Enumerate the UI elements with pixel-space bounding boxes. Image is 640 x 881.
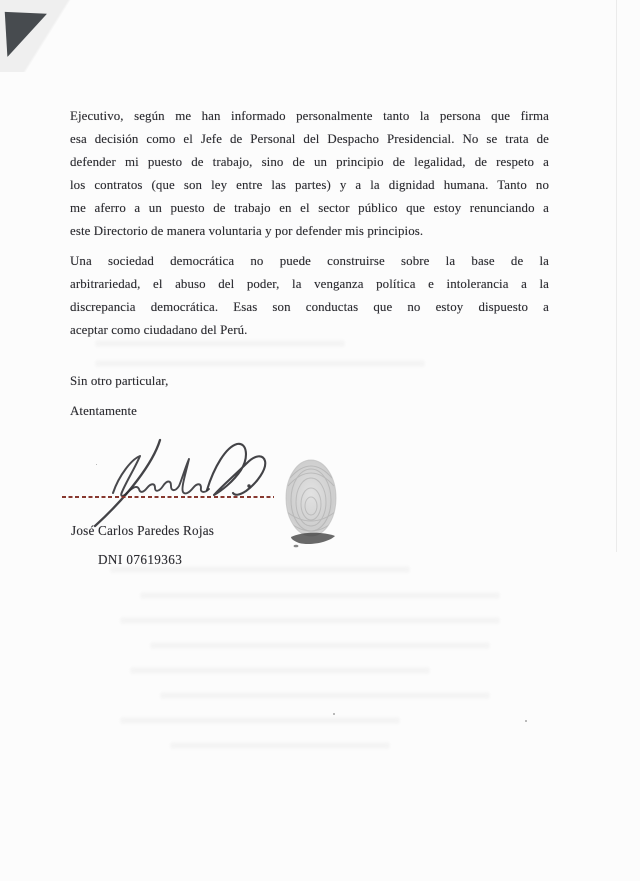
paragraph-line: esa decisión como el Jefe de Personal del Despacho Presidencial. No se trata de xyxy=(70,132,549,146)
ghost-line xyxy=(170,742,390,749)
ghost-line xyxy=(160,692,490,699)
dust-speck xyxy=(525,720,527,722)
paragraph-line: aceptar como ciudadano del Perú. xyxy=(70,323,248,337)
closing-line: Sin otro particular, xyxy=(70,374,169,388)
body-paragraph-1 xyxy=(70,105,549,243)
ghost-line xyxy=(140,592,500,599)
paragraph-line: los contratos (que son ley entre las partes) y a la dignidad humana. Tanto no xyxy=(70,178,549,192)
paragraph-line: Una sociedad democrática no puede construirse sobre la base de la xyxy=(70,254,549,268)
page-edge-line xyxy=(616,0,617,552)
paragraph-line: defender mi puesto de trabajo, sino de un principio de legalidad, de respeto a xyxy=(70,155,549,169)
ghost-line xyxy=(120,717,400,724)
dust-speck xyxy=(96,464,97,465)
ghost-line xyxy=(95,360,425,367)
fingerprint-graphic xyxy=(281,456,345,556)
paragraph-line: discrepancia democrática. Esas son conductas que no estoy dispuesto a xyxy=(70,300,549,314)
body-paragraph-2 xyxy=(70,250,549,342)
signatory-name: José Carlos Paredes Rojas xyxy=(71,523,215,538)
ghost-line xyxy=(120,617,500,624)
ghost-line xyxy=(130,667,430,674)
ghost-line xyxy=(150,642,490,649)
paragraph-line: arbitrariedad, el abuso del poder, la venganza política e intolerancia a la xyxy=(70,277,549,291)
ghost-line xyxy=(110,566,410,573)
signature-dashed-line xyxy=(62,496,274,498)
paragraph-line: este Directorio de manera voluntaria y por defender mis principios. xyxy=(70,224,424,238)
paragraph-line: Ejecutivo, según me han informado personalmente tanto la persona que firma xyxy=(70,109,549,123)
signoff-line: Atentamente xyxy=(70,404,137,418)
ghost-line xyxy=(95,340,345,347)
dust-speck xyxy=(333,713,335,715)
paragraph-line: me aferro a un puesto de trabajo en el sector público que estoy renunciando a xyxy=(70,201,549,215)
signatory-dni: DNI 07619363 xyxy=(98,552,183,567)
